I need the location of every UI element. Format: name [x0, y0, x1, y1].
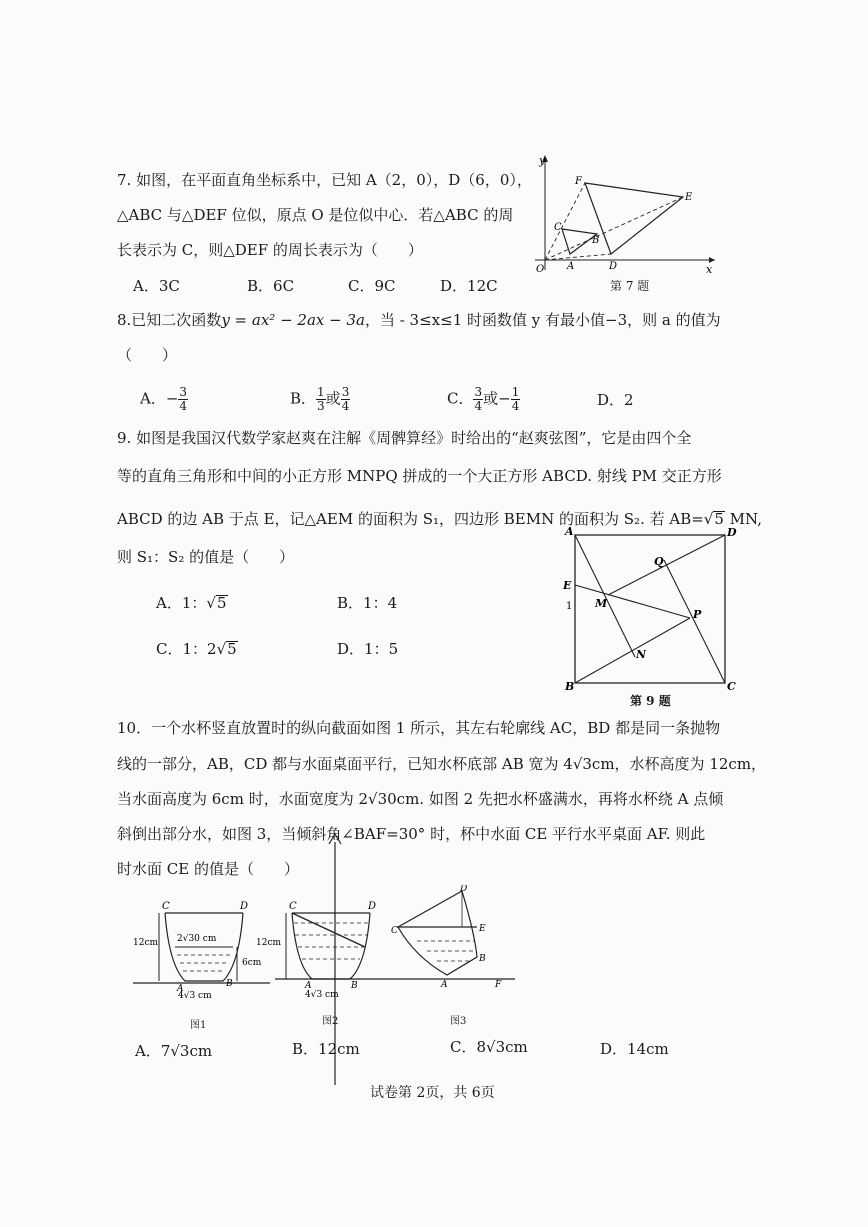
q8-option-d: D．2 [597, 391, 634, 409]
q7-label-f: F [575, 176, 582, 187]
q8-c-fraction-2 [511, 386, 521, 413]
q8-option-c [447, 386, 520, 413]
q7-label-d: D [609, 261, 618, 272]
q8-c-num2: 1 [511, 385, 520, 399]
q8-c-mid: 或− [483, 389, 511, 408]
q10-line5: 时水面 CE 的值是（ ） [117, 860, 299, 878]
q9-label-m: M [595, 597, 608, 610]
q10-line2: 线的一部分，AB，CD 都与水面桌面平行，已知水杯底部 AB 宽为 4√3cm，水杯高度为 12cm， [117, 755, 767, 773]
q10-f3-c: C [391, 926, 398, 936]
q9-line3-rad: 5 [714, 510, 724, 528]
q8-a-num: 3 [179, 385, 188, 399]
q8-b-fraction-2 [341, 386, 351, 413]
q10-line4: 斜倒出部分水，如图 3，当倾斜角∠BAF=30° 时，杯中水面 CE 平行水平桌面 AF. 则此 [117, 825, 706, 843]
q7-label-e: E [685, 192, 693, 203]
q10-f3-b: B [479, 954, 486, 964]
q8-b-prefix: B． [290, 389, 317, 408]
q9-option-b: B．1：4 [337, 594, 398, 612]
q7-label-x: x [706, 263, 713, 275]
q9-label-1: 1 [566, 601, 573, 612]
q10-f3-a: A [441, 980, 448, 990]
sqrt-icon: √ [703, 510, 714, 528]
q10-f3-d: D [460, 885, 468, 894]
q7-label-a: A [567, 261, 575, 272]
q8-c-prefix: C． [447, 389, 474, 408]
q9-line1: 9. 如图是我国汉代数学家赵爽在注解《周髀算经》时给出的“赵爽弦图”，它是由四个全 [117, 429, 692, 447]
q8-b-fraction-1 [316, 386, 326, 413]
q7-option-b: B．6C [247, 277, 295, 295]
q9-a-pre: A．1： [156, 594, 207, 612]
q10-f2-b: B [351, 981, 358, 991]
q7-label-y: y [539, 154, 546, 167]
q10-f1-bottom: 4√3 cm [178, 991, 212, 1001]
q9-line2: 等的直角三角形和中间的小正方形 MNPQ 拼成的一个大正方形 ABCD. 射线 PM 交正方形 [117, 467, 722, 485]
q8-a-prefix: A．− [140, 389, 179, 408]
q9-label-c: C [727, 680, 736, 693]
sqrt-icon: √ [216, 640, 227, 658]
q8-option-b [290, 386, 350, 413]
q9-option-c [156, 638, 238, 659]
page-footer: 试卷第 2页，共 6页 [370, 1085, 495, 1101]
q9-caption: 第 9 题 [630, 694, 671, 708]
q10-figures [125, 885, 515, 1025]
q7-label-b: B [592, 235, 600, 246]
q7-line1: 7. 如图，在平面直角坐标系中，已知 A（2，0），D（6，0）， [117, 171, 532, 189]
q10-line1: 10．一个水杯竖直放置时的纵向截面如图 1 所示，其左右轮廓线 AC，BD 都是同一条抛物 [117, 719, 721, 737]
q10-f3-f: F [495, 980, 502, 990]
sqrt-icon: √ [206, 594, 216, 612]
q10-f2-d: D [368, 901, 377, 912]
q10-f1-height: 12cm [133, 938, 159, 948]
q10-f1-a: A [177, 984, 184, 994]
q10-f2-a: A [305, 981, 312, 991]
q8-b-num1: 1 [317, 385, 325, 399]
q9-label-q: Q [654, 555, 664, 568]
q10-option-b: B．12cm [292, 1040, 360, 1058]
q9-line4: 则 S₁：S₂ 的值是（ ） [117, 548, 295, 566]
q10-option-c: C．8√3cm [450, 1038, 528, 1056]
q10-f1-b: B [226, 979, 233, 989]
q9-label-b: B [565, 680, 575, 693]
q7-option-a: A．3C [133, 277, 180, 295]
q10-f2-c: C [289, 901, 297, 912]
q8-c-num1: 3 [474, 385, 483, 399]
q9-c-rad: 5 [227, 640, 237, 658]
q10-fig2-caption: 图2 [322, 1016, 339, 1027]
q8-b-mid: 或 [325, 389, 341, 408]
q8-b-den1: 3 [317, 399, 325, 413]
q10-fig1-caption: 图1 [190, 1020, 207, 1031]
q9-c-pre: C．1：2 [156, 640, 217, 658]
q8-a-fraction [178, 386, 188, 413]
q8-a-den: 4 [179, 399, 188, 413]
q8-formula: y = ax² − 2ax − 3a [221, 311, 365, 329]
q9-label-d: D [727, 526, 737, 539]
q9-label-a: A [565, 525, 574, 538]
q9-option-d: D．1：5 [337, 640, 399, 658]
q9-line3-post: MN, [724, 510, 762, 528]
q8-c-den2: 4 [511, 399, 520, 413]
q10-option-d: D．14cm [600, 1040, 669, 1058]
q8-line1-post: ，当 - 3≤x≤1 时函数值 y 有最小值−3，则 a 的值为 [364, 311, 721, 329]
q7-option-c: C．9C [348, 277, 396, 295]
q7-option-d: D．12C [440, 277, 498, 295]
q7-figure [525, 150, 725, 275]
q9-label-p: P [693, 608, 702, 621]
q7-line2: △ABC 与△DEF 位似，原点 O 是位似中心．若△ABC 的周 [117, 206, 514, 224]
q8-line2: （ ） [117, 346, 178, 364]
q10-line3: 当水面高度为 6cm 时，水面宽度为 2√30cm. 如图 2 先把水杯盛满水，再将水杯绕 A 点倾 [117, 790, 724, 808]
q10-f2-height: 12cm [256, 938, 282, 948]
q8-option-a [140, 386, 188, 413]
q10-f1-c: C [162, 901, 170, 912]
q8-line1-pre: 8.已知二次函数 [117, 311, 222, 329]
q7-line3: 长表示为 C，则△DEF 的周长表示为（ ） [117, 241, 423, 259]
q10-f1-width: 2√30 cm [177, 934, 217, 944]
q9-a-rad: 5 [216, 594, 227, 612]
q9-line3-pre: ABCD 的边 AB 于点 E，记△AEM 的面积为 S₁，四边形 BEMN 的面积为 S₂. 若 AB= [117, 510, 704, 528]
q10-option-a: A．7√3cm [135, 1042, 213, 1060]
q9-figure [560, 525, 745, 695]
q9-label-n: N [636, 648, 647, 661]
q7-label-c: C [554, 222, 562, 233]
q8-b-den2: 4 [341, 399, 350, 413]
q9-option-a [156, 592, 228, 613]
q10-f1-water: 6cm [242, 958, 262, 968]
q8-line1 [117, 310, 721, 330]
q10-f1-d: D [240, 901, 249, 912]
q10-f3-e: E [479, 924, 486, 934]
q8-c-den1: 4 [474, 399, 483, 413]
q8-b-num2: 3 [341, 385, 350, 399]
q8-c-fraction-1 [473, 386, 483, 413]
q10-fig3-caption: 图3 [450, 1016, 467, 1027]
q7-label-o: O [536, 264, 545, 275]
q9-label-e: E [563, 579, 572, 592]
q10-f2-bottom: 4√3 cm [305, 990, 339, 1000]
q7-caption: 第 7 题 [610, 279, 650, 293]
